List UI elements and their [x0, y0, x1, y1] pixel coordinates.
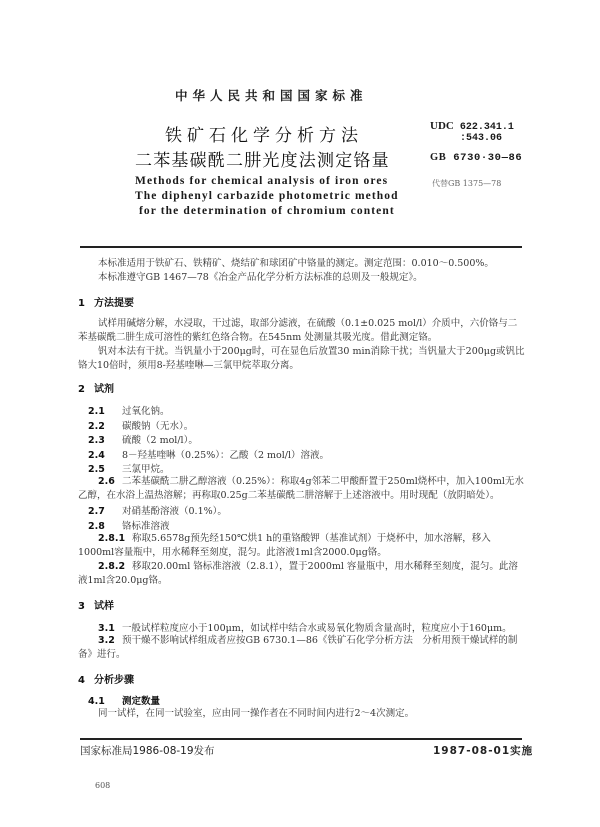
udc-line2: :543.06: [460, 133, 503, 144]
item-text: 一般试样粒度应小于100μm，如试样中结合水或易氧化物质含量高时，粒度应小于160μm。: [122, 623, 512, 634]
section-1-paragraph-2: 钒对本法有干扰。当钒量小于200μg时，可在显色后放置30 min消除干扰；当钒量大于200μg或钒比铬大10倍时，须用8-羟基喹啉—三氯甲烷萃取分离。: [78, 346, 525, 371]
reagent-2-7: [88, 503, 227, 517]
intro-paragraph-2: 本标准遵守GB 1467—78《冶金产品化学分析方法标准的总则及一般规定》。: [98, 272, 423, 283]
gb-code: 6730·30—86: [453, 152, 523, 164]
item-text: 铬标准溶液: [122, 521, 170, 532]
title-en-line1: Methods for chemical analysis of iron ores: [135, 175, 389, 187]
item-text: 8－羟基喹啉（0.25%）：乙酸（2 mol/l）溶液。: [122, 450, 330, 461]
reagent-2-3: [88, 432, 198, 446]
section-3-number: 3: [78, 601, 85, 612]
item-number: 2.1: [88, 406, 105, 417]
item-number: 2.8.1: [98, 533, 126, 544]
title-cn-line1: 铁矿石化学分析方法: [165, 126, 363, 146]
item-number: 2.4: [88, 450, 105, 461]
reagent-2-4: [88, 447, 329, 461]
replaces-note: 代替GB 1375—78: [432, 179, 502, 188]
gb-label: GB: [430, 152, 447, 163]
reagent-2-8-2: [78, 560, 526, 588]
item-text: 过氧化钠。: [122, 406, 170, 417]
udc-code: [430, 121, 514, 144]
section-1-number: 1: [78, 298, 85, 309]
section-4-title: 分析步骤: [94, 675, 134, 686]
section-3-heading: [78, 597, 114, 612]
sample-3-2: [78, 634, 526, 662]
reagent-2-6: [78, 475, 526, 503]
item-number: 2.8.2: [98, 561, 126, 572]
title-en-line3: for the determination of chromium content: [139, 205, 395, 217]
item-number: 2.8: [88, 521, 105, 532]
item-text: 测定数量: [122, 696, 161, 707]
title-en: [135, 174, 399, 219]
udc-label: UDC: [430, 120, 454, 132]
item-text: 移取20.00ml 铬标准溶液（2.8.1），置于2000ml 容量瓶中，用水稀释至刻度，混匀。此溶液1ml含20.0μg铬。: [78, 561, 518, 586]
item-number: 2.3: [88, 435, 105, 446]
item-number: 2.2: [88, 421, 105, 432]
section-4-number: 4: [78, 675, 85, 686]
top-rule: [80, 246, 522, 248]
section-4-heading: [78, 671, 134, 686]
item-number: 2.6: [98, 476, 115, 487]
item-number: 4.1: [88, 696, 105, 707]
page-number: 608: [95, 781, 111, 790]
section-3-title: 试样: [94, 601, 114, 612]
reagent-2-1: [88, 403, 170, 417]
reagent-2-8: [88, 518, 170, 532]
section-2-number: 2: [78, 384, 85, 395]
section-2-title: 试剂: [94, 384, 114, 395]
issued-date: 国家标准局1986-08-19发布: [80, 745, 215, 757]
bottom-rule: [80, 738, 522, 740]
reagent-2-2: [88, 418, 193, 432]
effective-date: 1987-08-01实施: [433, 745, 534, 757]
item-text: 对硝基酚溶液（0.1%）。: [122, 506, 227, 517]
section-1-heading: [78, 294, 134, 309]
section-2-heading: [78, 380, 114, 395]
title-en-line2: The diphenyl carbazide photometric method: [135, 190, 399, 202]
title-cn-line2: 二苯基碳酰二肼光度法测定铬量: [135, 151, 390, 171]
item-number: 2.5: [88, 464, 105, 475]
item-number: 3.2: [98, 635, 115, 646]
item-text: 三氯甲烷。: [122, 464, 170, 475]
national-standard-heading: 中华人民共和国国家标准: [175, 88, 368, 103]
section-1-paragraph-1: 试样用碱熔分解，水浸取，干过滤，取部分滤液，在硫酸（0.1±0.025 mol/l）介质中，六价铬与二苯基碳酰二肼生成可溶性的紫红色络合物。在545nm 处测量其吸光度。借此测定铬。: [78, 318, 518, 343]
intro-paragraph-1: 本标准适用于铁矿石、铁精矿、烧结矿和球团矿中铬量的测定。测定范围：0.010～0.500%。: [98, 258, 494, 269]
item-text: 硫酸（2 mol/l）。: [122, 435, 198, 446]
gb-number: [430, 152, 522, 164]
procedure-4-1: [88, 693, 160, 707]
item-text: 预干燥不影响试样组成者应按GB 6730.1—86《铁矿石化学分析方法 分析用预干燥试样的制备》进行。: [78, 635, 518, 660]
section-1-title: 方法提要: [94, 298, 134, 309]
item-number: 3.1: [98, 623, 115, 634]
procedure-4-1-paragraph: 同一试样，在同一试验室，应由同一操作者在不同时间内进行2～4次测定。: [98, 708, 415, 719]
reagent-2-5: [88, 461, 170, 475]
item-text: 称取5.6578g预先经150℃烘1 h的重铬酸钾（基准试剂）于烧杯中，加水溶解，移入1000ml容量瓶中，用水稀释至刻度，混匀。此溶液1ml含2000.0μg铬。: [78, 533, 491, 558]
sample-3-1: [78, 620, 526, 634]
item-text: 碳酸钠（无水）。: [122, 421, 194, 432]
item-text: 二苯基碳酰二肼乙醇溶液（0.25%）：称取4g邻苯二甲酸酐置于250ml烧杯中，加入100ml无水乙醇，在水浴上温热溶解；再称取0.25g二苯基碳酰二肼溶解于上述溶液中。用时现配（放阴暗处）。: [78, 476, 524, 501]
udc-line1: 622.341.1: [459, 122, 514, 133]
reagent-2-8-1: [78, 532, 526, 560]
item-number: 2.7: [88, 506, 105, 517]
